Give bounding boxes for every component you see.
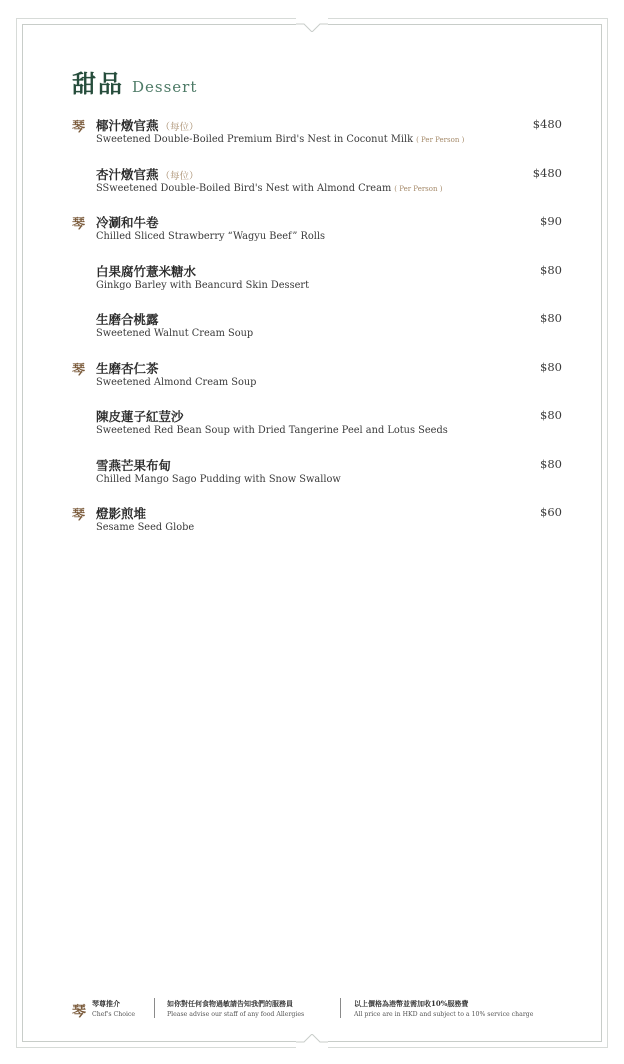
price-note-zh: 以上價格為港幣並需加收10%服務費: [354, 999, 469, 1008]
title-english: Dessert: [132, 78, 198, 96]
menu-item: [72, 504, 568, 553]
allergy-zh: 如你對任何食物過敏請告知我們的服務員: [167, 999, 293, 1008]
menu-title: [72, 64, 197, 99]
item-name-en-text: Chilled Sliced Strawberry “Wagyu Beef” Rolls: [96, 231, 326, 242]
item-name-en-text: Sweetened Red Bean Soup with Dried Tangerine Peel and Lotus Seeds: [96, 425, 448, 436]
menu-item: [72, 213, 568, 262]
item-name-zh: [96, 456, 171, 474]
item-name-en: [96, 328, 253, 339]
item-price: $80: [540, 456, 562, 471]
price-note-en: All price are in HKD and subject to a 10% service charge: [354, 1011, 534, 1018]
item-portion-zh: （每位）: [160, 170, 199, 182]
item-name-zh: [96, 310, 159, 328]
item-portion-en: ( Per Person ): [394, 184, 443, 193]
menu-item: [72, 262, 568, 311]
item-name-en: [96, 183, 442, 194]
item-name-en-text: Ginkgo Barley with Beancurd Skin Dessert: [96, 279, 310, 291]
chef-choice-icon: 琴: [72, 217, 86, 232]
item-name-en: [96, 134, 464, 145]
item-name-zh: [96, 262, 196, 280]
item-portion-en: ( Per Person ): [416, 136, 465, 144]
price-note: [354, 999, 533, 1018]
item-name-en-text: SSweetened Double-Boiled Bird's Nest with Almond Cream: [96, 182, 392, 194]
item-price: $90: [540, 214, 562, 228]
footer-divider: [340, 998, 341, 1018]
allergy-note: [167, 999, 304, 1018]
item-name-zh-text: 陳皮蓮子紅荳沙: [96, 409, 184, 424]
item-price: $80: [540, 408, 562, 422]
item-price: $480: [532, 117, 562, 131]
item-name-en-text: Sweetened Almond Cream Soup: [96, 376, 257, 388]
top-notch-ornament: [296, 16, 328, 32]
bottom-notch-ornament: [296, 1034, 328, 1050]
menu-item: [72, 456, 568, 505]
item-name-zh-text: 白果腐竹薏米糖水: [96, 263, 197, 279]
item-price: $480: [532, 165, 562, 180]
menu-item: [72, 165, 568, 214]
item-price: $80: [540, 359, 562, 374]
item-name-zh: [96, 504, 146, 522]
item-name-en-text: Sesame Seed Globe: [96, 522, 195, 533]
item-name-en: [96, 522, 194, 533]
chef-choice-legend: [92, 999, 135, 1018]
item-name-zh: [96, 213, 159, 231]
item-price: $60: [540, 505, 562, 519]
item-name-zh: [96, 165, 199, 183]
item-name-en-text: Chilled Mango Sago Pudding with Snow Swallow: [96, 473, 341, 485]
legend-zh: 琴尊推介: [92, 999, 120, 1008]
item-name-zh-text: 生磨杏仁茶: [96, 360, 159, 376]
menu-item: [72, 359, 568, 408]
item-name-en-text: Sweetened Walnut Cream Soup: [96, 328, 254, 339]
item-price: $80: [540, 311, 562, 325]
item-name-en: [96, 280, 309, 291]
item-name-zh-text: 杏汁燉官燕: [96, 166, 159, 182]
allergy-en: Please advise our staff of any food Allergies: [167, 1011, 305, 1018]
item-name-en: [96, 377, 256, 388]
item-name-zh: [96, 359, 159, 377]
dessert-list: [72, 116, 568, 553]
item-name-zh-text: 生磨合桃露: [96, 312, 159, 327]
item-name-en: [96, 474, 341, 485]
chef-choice-icon: 琴: [72, 1004, 86, 1020]
menu-item: [72, 310, 568, 359]
item-name-zh: [96, 407, 184, 425]
chef-choice-icon: 琴: [72, 362, 86, 378]
item-portion-zh: （每位）: [160, 122, 199, 133]
chef-choice-icon: 琴: [72, 508, 86, 523]
item-price: $80: [540, 262, 562, 277]
item-name-zh-text: 椰汁燉官燕: [96, 118, 159, 133]
item-name-zh: [96, 116, 199, 134]
legend-en: Chef's Choice: [92, 1011, 136, 1018]
title-chinese: 甜品: [72, 69, 124, 98]
item-name-en-text: Sweetened Double-Boiled Premium Bird's Nest in Coconut Milk: [96, 134, 414, 145]
menu-footer: [72, 996, 562, 1022]
item-name-zh-text: 燈影煎堆: [96, 506, 147, 521]
menu-item: [72, 407, 568, 456]
footer-divider: [154, 998, 155, 1018]
menu-item: [72, 116, 568, 165]
item-name-zh-text: 冷涮和牛卷: [96, 215, 159, 230]
item-name-en: [96, 231, 325, 242]
chef-choice-icon: 琴: [72, 120, 86, 135]
item-name-zh-text: 雪燕芒果布甸: [96, 457, 172, 473]
item-name-en: [96, 425, 448, 436]
